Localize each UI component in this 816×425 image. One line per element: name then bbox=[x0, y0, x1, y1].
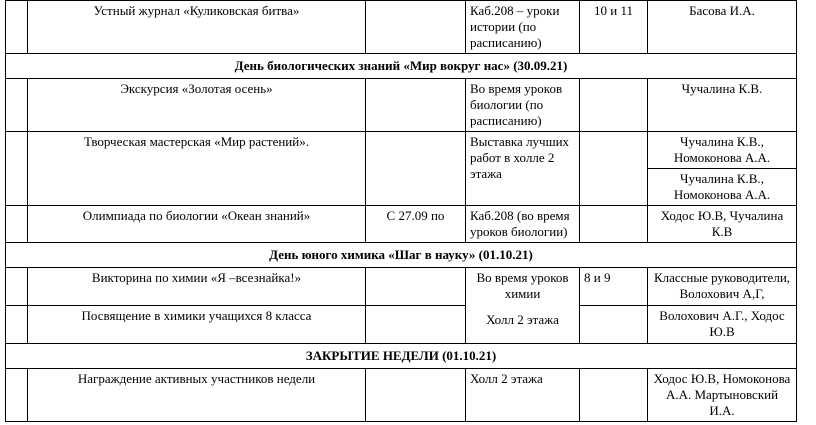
table-row bbox=[6, 79, 797, 132]
table-row bbox=[6, 206, 797, 243]
event-cell: Награждение активных участников недели bbox=[28, 369, 366, 422]
events-table bbox=[5, 0, 797, 422]
responsible-cell: Ходос Ю.В, Чучалина К.В bbox=[648, 206, 797, 243]
date-cell bbox=[366, 369, 466, 422]
classes-cell bbox=[580, 369, 648, 422]
section-header-row bbox=[6, 243, 797, 268]
table-row bbox=[6, 1, 797, 54]
place-cell: Выставка лучших работ в холле 2 этажа bbox=[466, 132, 580, 206]
row-number-cell bbox=[6, 206, 28, 243]
table-row bbox=[6, 132, 797, 169]
event-cell: Олимпиада по биологии «Океан знаний» bbox=[28, 206, 366, 243]
row-number-cell bbox=[6, 268, 28, 306]
section-header-biology: День биологических знаний «Мир вокруг нас» (30.09.21) bbox=[6, 54, 797, 79]
place-top-text: Во время уроков химии bbox=[476, 270, 569, 301]
classes-cell bbox=[580, 79, 648, 132]
responsible-cell: Ходос Ю.В, Номоконова А.А. Мартыновский И.А. bbox=[648, 369, 797, 422]
table-row bbox=[6, 369, 797, 422]
responsible-cell: Чучалина К.В. bbox=[648, 79, 797, 132]
spacer bbox=[470, 302, 575, 312]
section-header-closing: ЗАКРЫТИЕ НЕДЕЛИ (01.10.21) bbox=[6, 344, 797, 369]
row-number-cell bbox=[6, 132, 28, 206]
table-row bbox=[6, 306, 797, 344]
classes-cell bbox=[580, 306, 648, 344]
section-header-chemistry: День юного химика «Шаг в науку» (01.10.21) bbox=[6, 243, 797, 268]
row-number-cell bbox=[6, 306, 28, 344]
row-number-cell bbox=[6, 1, 28, 54]
place-cell: Каб.208 – уроки истории (по расписанию) bbox=[466, 1, 580, 54]
event-cell: Творческая мастерская «Мир растений». bbox=[28, 132, 366, 206]
responsible-cell: Чучалина К.В., Номоконова А.А. bbox=[648, 169, 797, 206]
date-cell bbox=[366, 268, 466, 306]
responsible-cell: Басова И.А. bbox=[648, 1, 797, 54]
event-cell: Устный журнал «Куликовская битва» bbox=[28, 1, 366, 54]
classes-cell: 10 и 11 bbox=[580, 1, 648, 54]
date-cell bbox=[366, 79, 466, 132]
section-header-row bbox=[6, 54, 797, 79]
place-cell: Холл 2 этажа bbox=[466, 369, 580, 422]
place-cell: Во время уроков биологии (по расписанию) bbox=[466, 79, 580, 132]
date-cell bbox=[366, 132, 466, 206]
classes-cell bbox=[580, 132, 648, 206]
responsible-cell: Чучалина К.В., Номоконова А.А. bbox=[648, 132, 797, 169]
place-cell bbox=[466, 268, 580, 344]
row-number-cell bbox=[6, 369, 28, 422]
section-header-row bbox=[6, 344, 797, 369]
responsible-cell: Классные руководители, Волохович А,Г, bbox=[648, 268, 797, 306]
date-cell bbox=[366, 306, 466, 344]
event-cell: Викторина по химии «Я –всезнайка!» bbox=[28, 268, 366, 306]
row-number-cell bbox=[6, 79, 28, 132]
place-cell: Каб.208 (во время уроков биологии) bbox=[466, 206, 580, 243]
place-bottom-text: Холл 2 этажа bbox=[486, 312, 559, 327]
table-row bbox=[6, 268, 797, 306]
event-cell: Посвящение в химики учащихся 8 класса bbox=[28, 306, 366, 344]
date-cell: С 27.09 по bbox=[366, 206, 466, 243]
classes-cell bbox=[580, 206, 648, 243]
classes-cell: 8 и 9 bbox=[580, 268, 648, 306]
date-cell bbox=[366, 1, 466, 54]
responsible-cell: Волохович А.Г., Ходос Ю.В bbox=[648, 306, 797, 344]
event-cell: Экскурсия «Золотая осень» bbox=[28, 79, 366, 132]
